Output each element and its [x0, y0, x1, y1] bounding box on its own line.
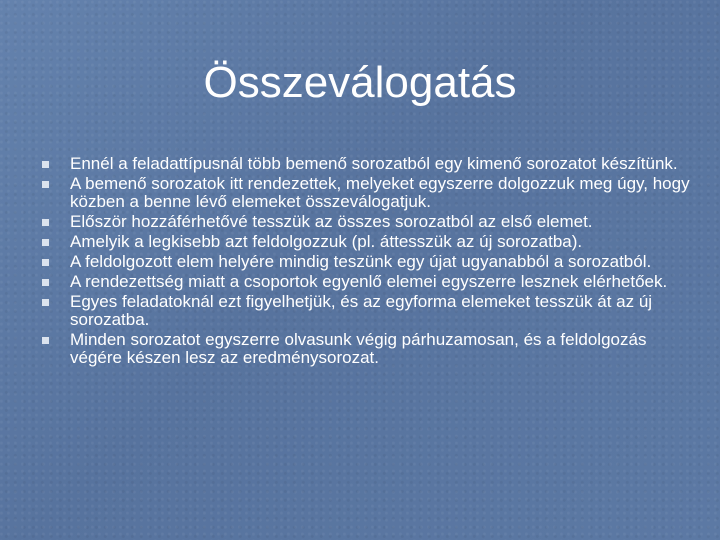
slide-title: Összeválogatás — [203, 58, 517, 107]
bullet-item — [42, 331, 692, 367]
bullet-item — [42, 175, 692, 211]
bullet-text: Először hozzáférhetővé tesszük az összes sorozatból az első elemet. — [70, 212, 593, 231]
bullet-item — [42, 273, 692, 291]
square-bullet-icon — [42, 219, 49, 226]
square-bullet-icon — [42, 299, 49, 306]
square-bullet-icon — [42, 259, 49, 266]
bullet-text: A rendezettség miatt a csoportok egyenlő elemei egyszerre lesznek elérhetőek. — [70, 272, 668, 291]
bullet-text: A feldolgozott elem helyére mindig teszünk egy újat ugyanabból a sorozatból. — [70, 252, 652, 271]
bullet-item — [42, 253, 692, 271]
square-bullet-icon — [42, 239, 49, 246]
bullet-list — [42, 155, 692, 369]
bullet-item — [42, 233, 692, 251]
bullet-text: Amelyik a legkisebb azt feldolgozzuk (pl. áttesszük az új sorozatba). — [70, 232, 583, 251]
bullet-item — [42, 213, 692, 231]
bullet-item — [42, 155, 692, 173]
bullet-text: Ennél a feladattípusnál több bemenő sorozatból egy kimenő sorozatot készítünk. — [70, 154, 678, 173]
square-bullet-icon — [42, 161, 49, 168]
square-bullet-icon — [42, 337, 49, 344]
bullet-text: Minden sorozatot egyszerre olvasunk végig párhuzamosan, és a feldolgozás végére készen lesz az eredménysorozat. — [70, 330, 647, 367]
bullet-item — [42, 293, 692, 329]
square-bullet-icon — [42, 181, 49, 188]
bullet-text: A bemenő sorozatok itt rendezettek, melyeket egyszerre dolgozzuk meg úgy, hogy közben a benne lévő elemeket összeválogatjuk. — [70, 174, 690, 211]
bullet-text: Egyes feladatoknál ezt figyelhetjük, és az egyforma elemeket tesszük át az új sorozatba. — [70, 292, 653, 329]
square-bullet-icon — [42, 279, 49, 286]
